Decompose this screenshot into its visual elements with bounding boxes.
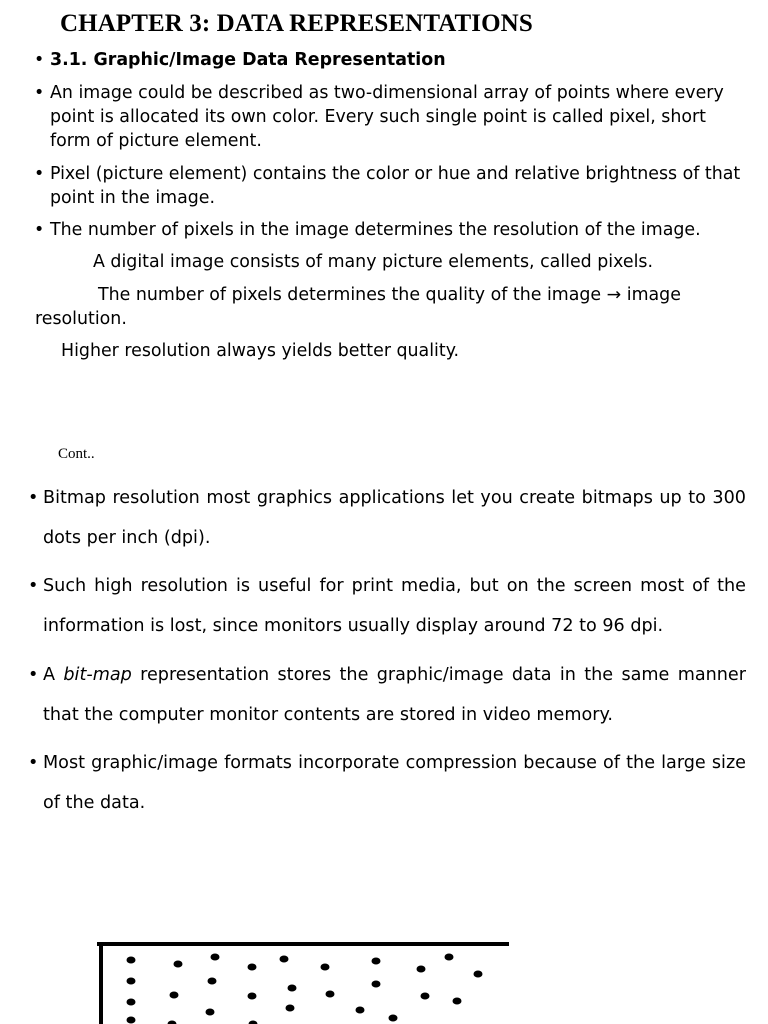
bullet-item-print-media	[28, 566, 746, 646]
bullet-text: The number of pixels in the image determines the resolution of the image.	[50, 220, 701, 240]
section-heading-item	[34, 48, 744, 72]
bullet-mark: •	[34, 220, 45, 240]
bitmap-suffix: representation stores the graphic/image data in the same manner that the computer monitor contents are stored in video memory.	[43, 665, 746, 725]
bullet-text: Bitmap resolution most graphics applications let you create bitmaps up to 300 dots per inch (dpi).	[43, 488, 746, 548]
bullet-mark: •	[34, 164, 45, 184]
bullet-text	[28, 655, 746, 735]
chapter-title: CHAPTER 3: DATA REPRESENTATIONS	[60, 10, 533, 37]
bullet-text: Such high resolution is useful for print media, but on the screen most of the information is lost, since monitors usually display around 72 to 96 dpi.	[43, 576, 746, 636]
bullet-mark: •	[34, 83, 45, 103]
bullet-text: Pixel (picture element) contains the color or hue and relative brightness of that point in the image.	[50, 164, 741, 208]
section-heading: 3.1. Graphic/Image Data Representation	[50, 50, 446, 70]
line-digital-image: A digital image consists of many picture elements, called pixels.	[93, 252, 653, 272]
bullet-mark: •	[34, 50, 45, 70]
bitmap-term: bit-map	[63, 665, 132, 685]
bullet-mark: •	[28, 576, 39, 596]
bullet-mark: •	[28, 488, 39, 508]
bullet-item-image-definition	[34, 81, 744, 153]
bullet-mark: •	[28, 665, 39, 685]
bullet-item-compression	[28, 743, 746, 823]
bullet-text: An image could be described as two-dimensional array of points where every point is allocated its own color. Every such single point is called pixel, short form of picture element.	[50, 83, 724, 151]
cont-label: Cont..	[58, 446, 95, 462]
bitmap-prefix: A	[43, 665, 64, 685]
bullet-mark: •	[28, 753, 39, 773]
bullet-item-bitmap-representation	[28, 655, 746, 735]
pixel-grid-figure	[0, 930, 768, 1024]
line-pixel-quality-continued: resolution.	[35, 309, 127, 329]
bullet-text: Most graphic/image formats incorporate compression because of the large size of the data.	[43, 753, 746, 813]
bullet-item-pixel	[34, 162, 744, 210]
bullet-item-bitmap-resolution	[28, 478, 746, 558]
line-higher-resolution: Higher resolution always yields better quality.	[61, 341, 460, 361]
bullet-item-resolution	[34, 218, 744, 242]
line-pixel-quality: The number of pixels determines the quality of the image → image	[98, 285, 681, 305]
pixel-dots	[127, 954, 483, 1024]
